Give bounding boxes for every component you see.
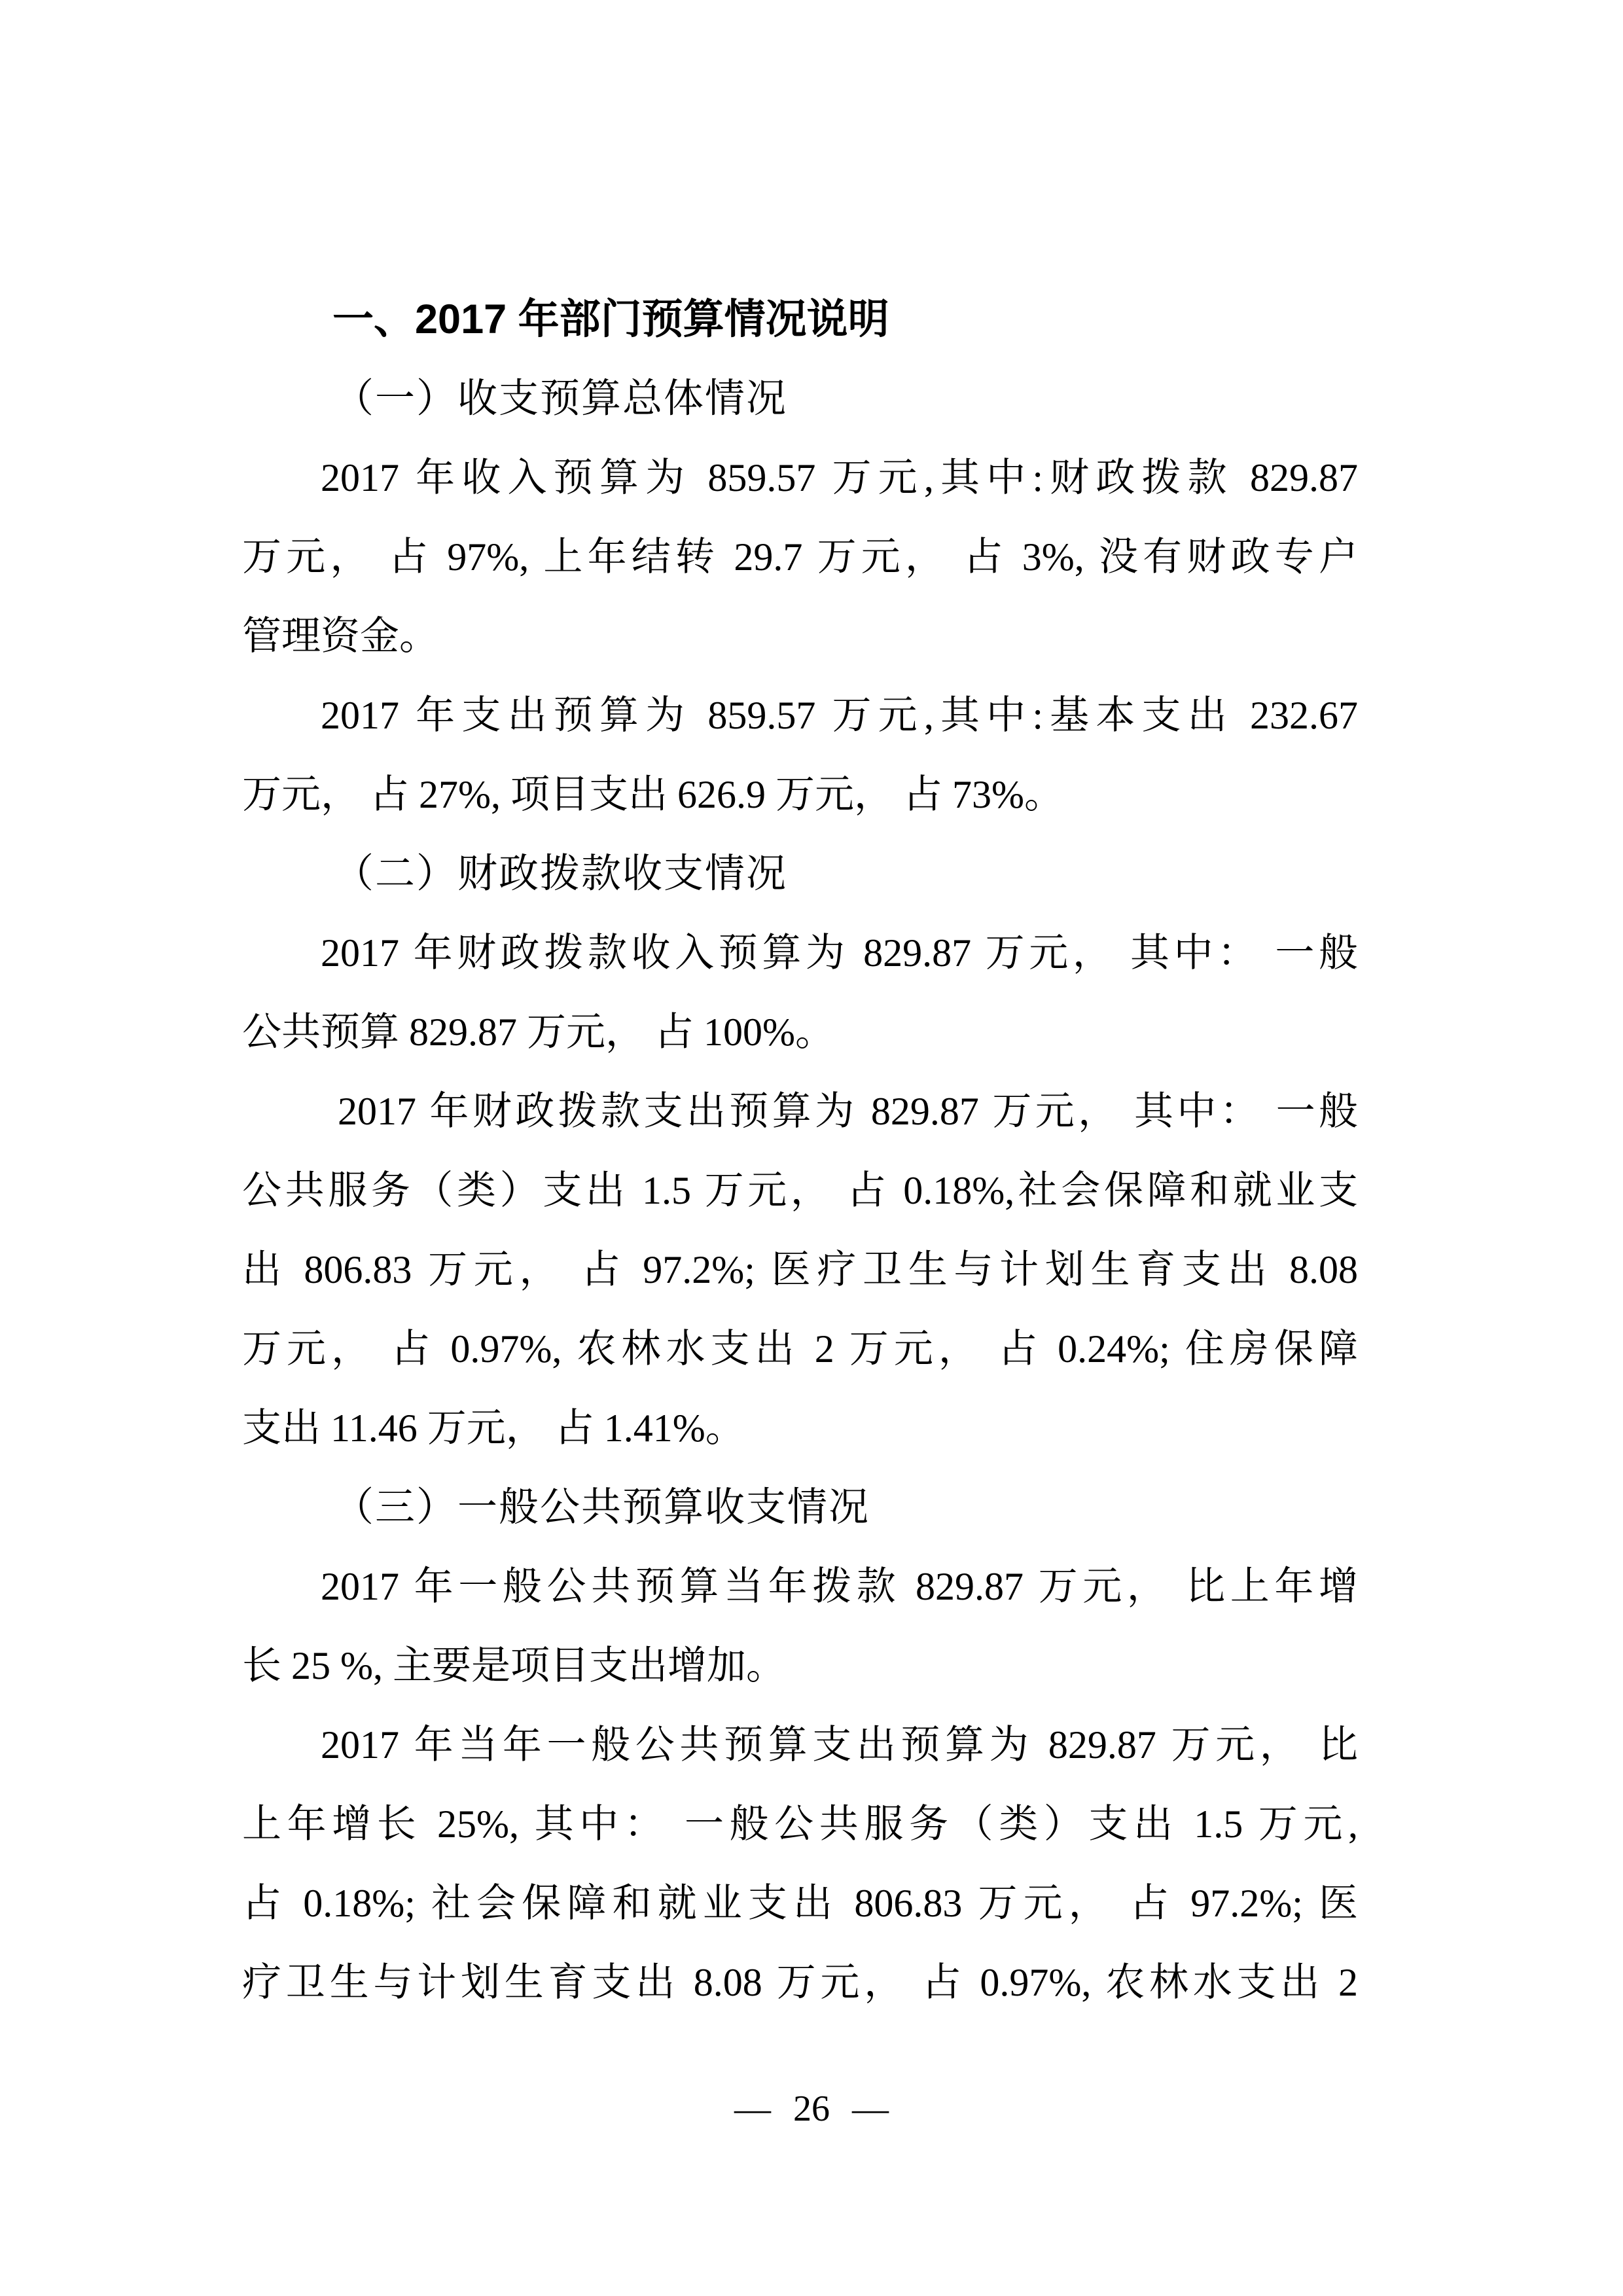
paragraph-line: 2017 年支出预算为 859.57 万元,其中:基本支出 232.67	[321, 694, 1358, 737]
main-heading: 一、2017 年部门预算情况说明	[332, 296, 889, 342]
page-footer	[0, 2085, 1623, 2132]
paragraph-line: 公共预算 829.87 万元， 占 100%。	[242, 1011, 834, 1054]
page-number: 26	[793, 2089, 830, 2129]
paragraph-line: 出 806.83 万元， 占 97.2%; 医疗卫生与计划生育支出 8.08	[242, 1248, 1358, 1291]
paragraph-line: 万元， 占 97%, 上年结转 29.7 万元， 占 3%, 没有财政专户	[242, 535, 1358, 579]
paragraph-line: 支出 11.46 万元， 占 1.41%。	[242, 1407, 745, 1450]
paragraph-line: 占 0.18%; 社会保障和就业支出 806.83 万元， 占 97.2%; 医	[242, 1882, 1358, 1925]
section-heading-1: （一）收支预算总体情况	[334, 377, 788, 421]
section-heading-3: （三）一般公共预算收支情况	[334, 1486, 870, 1530]
paragraph-line: 2017 年当年一般公共预算支出预算为 829.87 万元， 比	[321, 1723, 1358, 1767]
paragraph-line: 2017 年财政拨款收入预算为 829.87 万元， 其中： 一般	[321, 931, 1358, 975]
paragraph-line: 2017 年一般公共预算当年拨款 829.87 万元， 比上年增	[321, 1565, 1358, 1608]
footer-dash-right: —	[852, 2089, 889, 2129]
paragraph-line: 长 25 %, 主要是项目支出增加。	[242, 1644, 785, 1687]
paragraph-line: 上年增长 25%, 其中： 一般公共服务（类）支出 1.5 万元,	[242, 1803, 1358, 1846]
paragraph-line: 2017 年收入预算为 859.57 万元,其中:财政拨款 829.87	[321, 456, 1358, 499]
section-heading-2: （二）财政拨款收支情况	[334, 852, 788, 896]
footer-dash-left: —	[734, 2089, 771, 2129]
paragraph-line: 疗卫生与计划生育支出 8.08 万元， 占 0.97%, 农林水支出 2	[242, 1961, 1358, 2004]
paragraph-line: 公共服务（类）支出 1.5 万元， 占 0.18%,社会保障和就业支	[242, 1169, 1358, 1212]
paragraph-line: 万元， 占 0.97%, 农林水支出 2 万元， 占 0.24%; 住房保障	[242, 1327, 1358, 1371]
paragraph-line: 管理资金。	[242, 615, 438, 658]
paragraph-line: 万元， 占 27%, 项目支出 626.9 万元， 占 73%。	[242, 773, 1063, 816]
document-body	[242, 280, 1358, 2022]
paragraph-line: 2017 年财政拨款支出预算为 829.87 万元， 其中： 一般	[338, 1090, 1358, 1133]
